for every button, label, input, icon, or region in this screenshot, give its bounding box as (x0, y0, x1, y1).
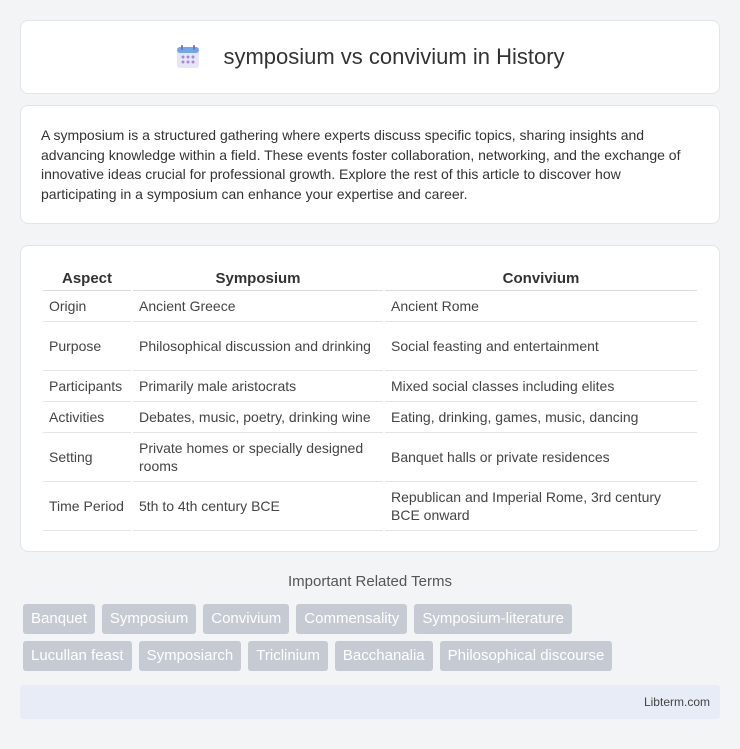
footer (20, 685, 720, 719)
cell-aspect: Time Period (43, 482, 131, 531)
cell-convivium: Banquet halls or private residences (385, 433, 697, 482)
cell-convivium: Social feasting and entertainment (385, 322, 697, 371)
header-aspect: Aspect (43, 266, 131, 291)
table-row (43, 291, 697, 322)
comparison-table (41, 266, 699, 531)
table-row (43, 433, 697, 482)
tag-bacchanalia[interactable]: Bacchanalia (335, 641, 433, 671)
cell-symposium: Debates, music, poetry, drinking wine (133, 402, 383, 433)
header-card (20, 20, 720, 94)
footer-site-link[interactable]: Libterm.com (643, 695, 710, 709)
tag-triclinium[interactable]: Triclinium (248, 641, 328, 671)
cell-convivium: Ancient Rome (385, 291, 697, 322)
cell-aspect: Participants (43, 371, 131, 402)
tag-symposiarch[interactable]: Symposiarch (139, 641, 242, 671)
table-row (43, 322, 697, 371)
tag-banquet[interactable]: Banquet (23, 604, 95, 634)
cell-symposium: Private homes or specially designed rooms (133, 433, 383, 482)
cell-aspect: Purpose (43, 322, 131, 371)
cell-symposium: Ancient Greece (133, 291, 383, 322)
page-title: symposium vs convivium in History (223, 44, 565, 69)
cell-convivium: Republican and Imperial Rome, 3rd century BCE onward (385, 482, 697, 531)
cell-convivium: Eating, drinking, games, music, dancing (385, 402, 697, 433)
table-row (43, 482, 697, 531)
cell-aspect: Origin (43, 291, 131, 322)
calendar-icon (175, 44, 201, 70)
cell-aspect: Setting (43, 433, 131, 482)
related-terms-tags (23, 604, 723, 678)
tag-symposium[interactable]: Symposium (102, 604, 196, 634)
tag-symposium-literature[interactable]: Symposium-literature (414, 604, 572, 634)
header-symposium: Symposium (133, 266, 383, 291)
intro-card (20, 105, 720, 224)
tag-philosophical-discourse[interactable]: Philosophical discourse (440, 641, 613, 671)
comparison-table-card (20, 245, 720, 552)
tag-lucullan-feast[interactable]: Lucullan feast (23, 641, 132, 671)
cell-symposium: 5th to 4th century BCE (133, 482, 383, 531)
header-convivium: Convivium (385, 266, 697, 291)
cell-symposium: Primarily male aristocrats (133, 371, 383, 402)
tag-commensality[interactable]: Commensality (296, 604, 407, 634)
cell-aspect: Activities (43, 402, 131, 433)
cell-convivium: Mixed social classes including elites (385, 371, 697, 402)
cell-symposium: Philosophical discussion and drinking (133, 322, 383, 371)
tag-convivium[interactable]: Convivium (203, 604, 289, 634)
table-row (43, 402, 697, 433)
table-row (43, 371, 697, 402)
intro-text: A symposium is a structured gathering where experts discuss specific topics, sharing insights and advancing knowledge within a field. These events foster collaboration, networking, and the exchange of innovative ideas crucial for professional growth. Explore the rest of this article to discover how participating in a symposium can enhance your expertise and career. (41, 127, 681, 202)
related-terms-title: Important Related Terms (288, 573, 452, 590)
